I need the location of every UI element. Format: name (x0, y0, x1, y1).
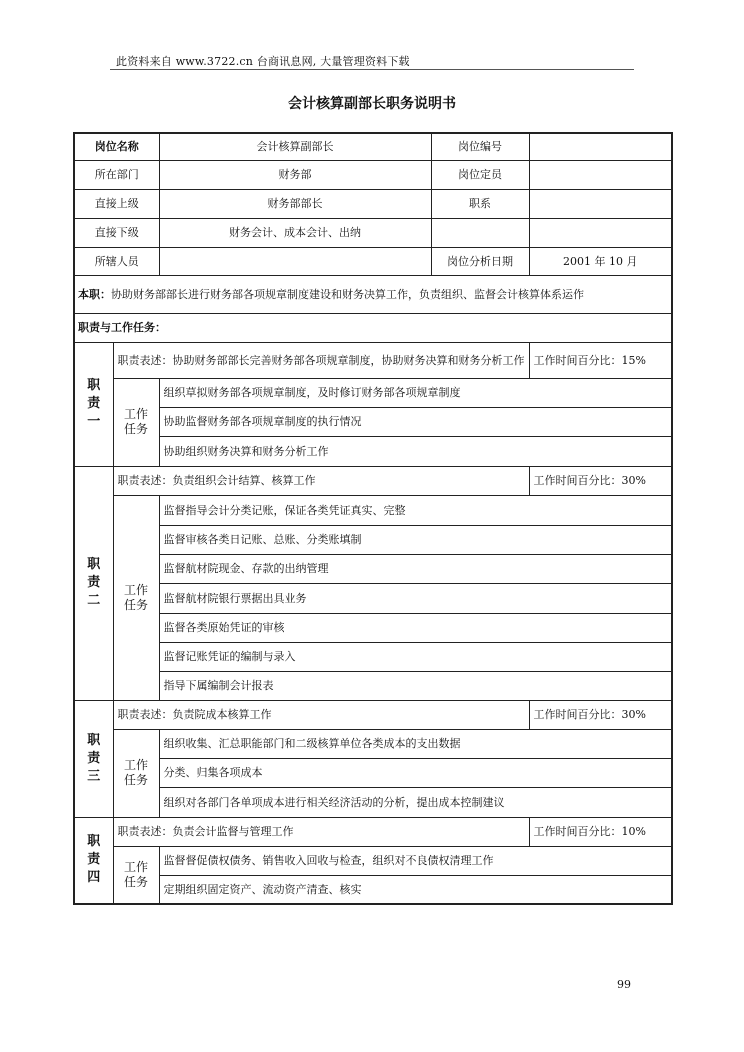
series-value (529, 189, 672, 218)
duty-2-task-label: 工作 任务 (113, 495, 159, 700)
duty-3-task-label: 工作 任务 (113, 729, 159, 817)
analysis-date-label: 岗位分析日期 (431, 247, 529, 275)
duty-1-label: 职 责 一 (74, 342, 113, 466)
document-title: 会计核算副部长职务说明书 (288, 96, 456, 112)
duty-2-task-3: 监督航材院现金、存款的出纳管理 (159, 554, 672, 583)
blank-cell (529, 218, 672, 247)
duty-2-label: 职 责 二 (74, 466, 113, 700)
duty-4-task-label: 工作 任务 (113, 846, 159, 904)
duty-2-task-4: 监督航材院银行票据出具业务 (159, 583, 672, 613)
superior-label: 直接上级 (74, 189, 159, 218)
superior-value: 财务部部长 (159, 189, 431, 218)
duty-4-task-1: 监督督促债权债务、销售收入回收与检查，组织对不良债权清理工作 (159, 846, 672, 875)
blank-cell (431, 218, 529, 247)
duty-4-time: 工作时间百分比：10% (529, 817, 672, 846)
duty-3-label: 职 责 三 (74, 700, 113, 817)
duty-1-task-1: 组织草拟财务部各项规章制度，及时修订财务部各项规章制度 (159, 378, 672, 407)
source-header: 此资料来自 www.3722.cn 台商讯息网, 大量管理资料下载 (116, 55, 410, 68)
summary-text: 协助财务部部长进行财务部各项规章制度建设和财务决算工作，负责组织、监督会计核算体系运作 (111, 287, 584, 301)
duty-4-task-2: 定期组织固定资产、流动资产清查、核实 (159, 875, 672, 904)
duty-1-task-2: 协助监督财务部各项规章制度的执行情况 (159, 407, 672, 436)
staff-label: 所辖人员 (74, 247, 159, 275)
duty-2-task-6: 监督记账凭证的编制与录入 (159, 642, 672, 671)
position-name-label: 岗位名称 (74, 133, 159, 160)
summary-label: 本职： (78, 287, 111, 301)
analysis-date-value: 2001 年 10 月 (529, 247, 672, 275)
duty-1-task-label: 工作 任务 (113, 378, 159, 466)
header-divider (110, 69, 634, 70)
duties-heading: 职责与工作任务： (74, 313, 672, 342)
series-label: 职系 (431, 189, 529, 218)
position-name-value: 会计核算副部长 (159, 133, 431, 160)
department-label: 所在部门 (74, 160, 159, 189)
headcount-value (529, 160, 672, 189)
duty-3-time: 工作时间百分比：30% (529, 700, 672, 729)
duty-3-task-1: 组织收集、汇总职能部门和二级核算单位各类成本的支出数据 (159, 729, 672, 758)
duty-1-time: 工作时间百分比：15% (529, 342, 672, 378)
duty-2-task-5: 监督各类原始凭证的审核 (159, 613, 672, 642)
job-description-table (73, 132, 673, 905)
duty-1-task-3: 协助组织财务决算和财务分析工作 (159, 436, 672, 466)
position-no-value (529, 133, 672, 160)
duty-2-time: 工作时间百分比：30% (529, 466, 672, 495)
duty-2-task-2: 监督审核各类日记账、总账、分类账填制 (159, 525, 672, 554)
duty-3-task-2: 分类、归集各项成本 (159, 758, 672, 787)
duty-4-label: 职 责 四 (74, 817, 113, 904)
subordinate-value: 财务会计、成本会计、出纳 (159, 218, 431, 247)
duty-3-task-3: 组织对各部门各单项成本进行相关经济活动的分析，提出成本控制建议 (159, 787, 672, 817)
job-summary (74, 275, 672, 313)
duty-4-statement: 职责表述：负责会计监督与管理工作 (113, 817, 529, 846)
headcount-label: 岗位定员 (431, 160, 529, 189)
subordinate-label: 直接下级 (74, 218, 159, 247)
position-no-label: 岗位编号 (431, 133, 529, 160)
department-value: 财务部 (159, 160, 431, 189)
staff-value (159, 247, 431, 275)
duty-1-statement: 职责表述：协助财务部部长完善财务部各项规章制度，协助财务决算和财务分析工作 (113, 342, 529, 378)
duty-3-statement: 职责表述：负责院成本核算工作 (113, 700, 529, 729)
duty-2-statement: 职责表述：负责组织会计结算、核算工作 (113, 466, 529, 495)
duty-2-task-7: 指导下属编制会计报表 (159, 671, 672, 700)
duty-2-task-1: 监督指导会计分类记账，保证各类凭证真实、完整 (159, 495, 672, 525)
page-number: 99 (617, 978, 631, 991)
